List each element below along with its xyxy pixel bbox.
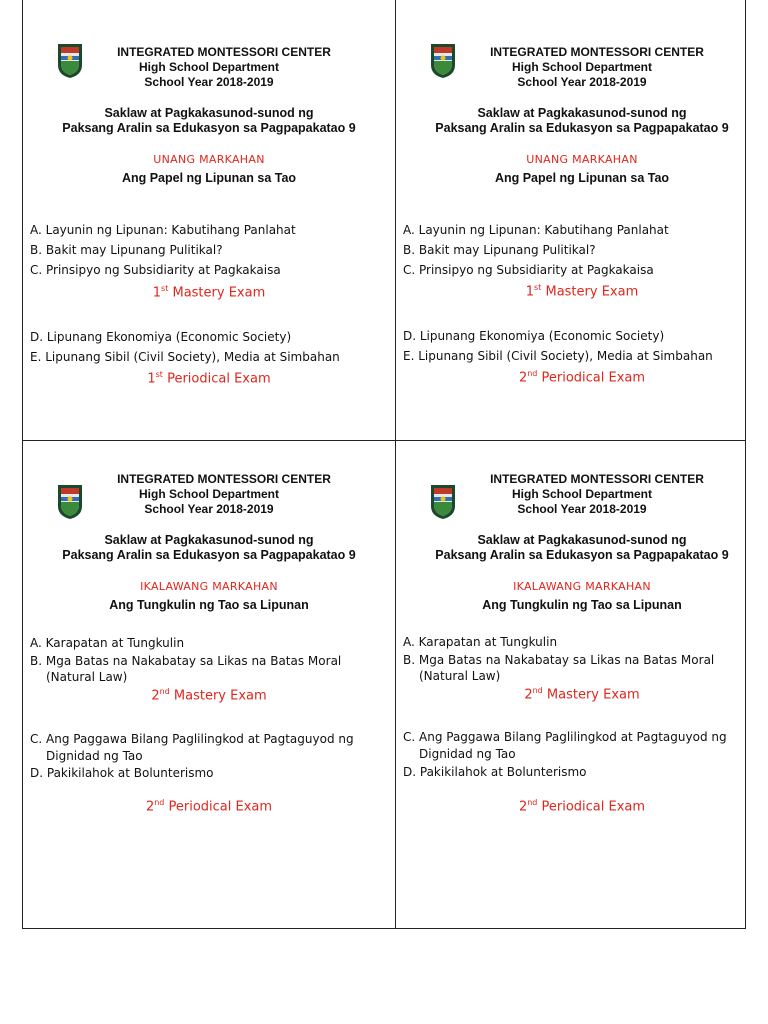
subject-title: [23, 106, 395, 136]
mastery-exam-label: 1st Mastery Exam: [525, 283, 639, 300]
subject-line-1: Saklaw at Pagkakasunod-sunod ng: [104, 533, 314, 547]
list-item: E. Lipunang Sibil (Civil Society), Media at Simbahan: [30, 350, 340, 364]
list-item-continuation: (Natural Law): [419, 669, 501, 683]
school-year: School Year 2018-2019: [144, 75, 274, 89]
school-header: [23, 472, 395, 517]
subject-line-1: Saklaw at Pagkakasunod-sunod ng: [104, 106, 314, 120]
school-name: INTEGRATED MONTESSORI CENTER: [490, 45, 704, 59]
mastery-exam-label: 2nd Mastery Exam: [151, 687, 267, 704]
card-q2-mastery2: [23, 441, 395, 881]
list-item: D. Pakikilahok at Bolunterismo: [403, 765, 587, 779]
list-item: B. Mga Batas na Nakabatay sa Likas na Batas Moral: [403, 653, 715, 667]
subject-line-2: Paksang Aralin sa Edukasyon sa Pagpapakatao 9: [62, 121, 356, 135]
subject-title: [23, 533, 395, 563]
list-item: B. Bakit may Lipunang Pulitikal?: [30, 243, 223, 257]
school-header: [396, 45, 768, 90]
quarter-label: UNANG MARKAHAN: [153, 153, 265, 166]
topic-title: Ang Papel ng Lipunan sa Tao: [494, 171, 670, 185]
list-item-continuation: (Natural Law): [46, 670, 128, 684]
card-q1-periodical2: [396, 0, 768, 440]
mastery-exam-label: 1st Mastery Exam: [152, 284, 266, 301]
school-name: INTEGRATED MONTESSORI CENTER: [117, 45, 331, 59]
list-item: E. Lipunang Sibil (Civil Society), Media at Simbahan: [403, 349, 713, 363]
card-q2-periodical2: [396, 441, 768, 881]
school-name: INTEGRATED MONTESSORI CENTER: [117, 472, 331, 486]
department: High School Department: [138, 487, 279, 501]
school-header: [396, 472, 768, 517]
quarter-label: IKALAWANG MARKAHAN: [513, 580, 651, 593]
topic-title: Ang Tungkulin ng Tao sa Lipunan: [482, 598, 682, 612]
list-item: A. Layunin ng Lipunan: Kabutihang Panlahat: [30, 223, 296, 237]
department: High School Department: [511, 487, 652, 501]
school-year: School Year 2018-2019: [517, 502, 647, 516]
school-name: INTEGRATED MONTESSORI CENTER: [490, 472, 704, 486]
periodical-exam-label: 2nd Periodical Exam: [518, 369, 646, 386]
list-item: A. Karapatan at Tungkulin: [403, 635, 558, 649]
department: High School Department: [511, 60, 652, 74]
subject-title: [396, 106, 768, 136]
topic-title: Ang Tungkulin ng Tao sa Lipunan: [109, 598, 309, 612]
list-item-continuation: Dignidad ng Tao: [419, 747, 516, 761]
subject-line-1: Saklaw at Pagkakasunod-sunod ng: [477, 106, 687, 120]
quarter-label: UNANG MARKAHAN: [526, 153, 638, 166]
list-item: D. Pakikilahok at Bolunterismo: [30, 766, 214, 780]
topic-title: Ang Papel ng Lipunan sa Tao: [121, 171, 297, 185]
subject-line-2: Paksang Aralin sa Edukasyon sa Pagpapakatao 9: [435, 121, 729, 135]
mastery-exam-label: 2nd Mastery Exam: [524, 686, 640, 703]
list-item: A. Karapatan at Tungkulin: [30, 636, 185, 650]
list-item: C. Ang Paggawa Bilang Paglilingkod at Pagtaguyod ng: [403, 730, 727, 744]
school-year: School Year 2018-2019: [517, 75, 647, 89]
subject-line-2: Paksang Aralin sa Edukasyon sa Pagpapakatao 9: [62, 548, 356, 562]
periodical-exam-label: 2nd Periodical Exam: [518, 798, 646, 815]
list-item: C. Prinsipyo ng Subsidiarity at Pagkakaisa: [403, 263, 654, 277]
card-q1-mastery1: [23, 0, 395, 440]
periodical-exam-label: 2nd Periodical Exam: [145, 798, 273, 815]
list-item: B. Bakit may Lipunang Pulitikal?: [403, 243, 596, 257]
subject-line-2: Paksang Aralin sa Edukasyon sa Pagpapakatao 9: [435, 548, 729, 562]
list-item: A. Layunin ng Lipunan: Kabutihang Panlahat: [403, 223, 669, 237]
list-item: C. Prinsipyo ng Subsidiarity at Pagkakaisa: [30, 263, 281, 277]
department: High School Department: [138, 60, 279, 74]
list-item: B. Mga Batas na Nakabatay sa Likas na Batas Moral: [30, 654, 342, 668]
subject-title: [396, 533, 768, 563]
quarter-label: IKALAWANG MARKAHAN: [140, 580, 278, 593]
list-item-continuation: Dignidad ng Tao: [46, 749, 143, 763]
list-item: D. Lipunang Ekonomiya (Economic Society): [30, 330, 292, 344]
school-year: School Year 2018-2019: [144, 502, 274, 516]
list-item: C. Ang Paggawa Bilang Paglilingkod at Pagtaguyod ng: [30, 732, 354, 746]
school-header: [23, 45, 395, 90]
subject-line-1: Saklaw at Pagkakasunod-sunod ng: [477, 533, 687, 547]
list-item: D. Lipunang Ekonomiya (Economic Society): [403, 329, 665, 343]
periodical-exam-label: 1st Periodical Exam: [147, 370, 271, 387]
